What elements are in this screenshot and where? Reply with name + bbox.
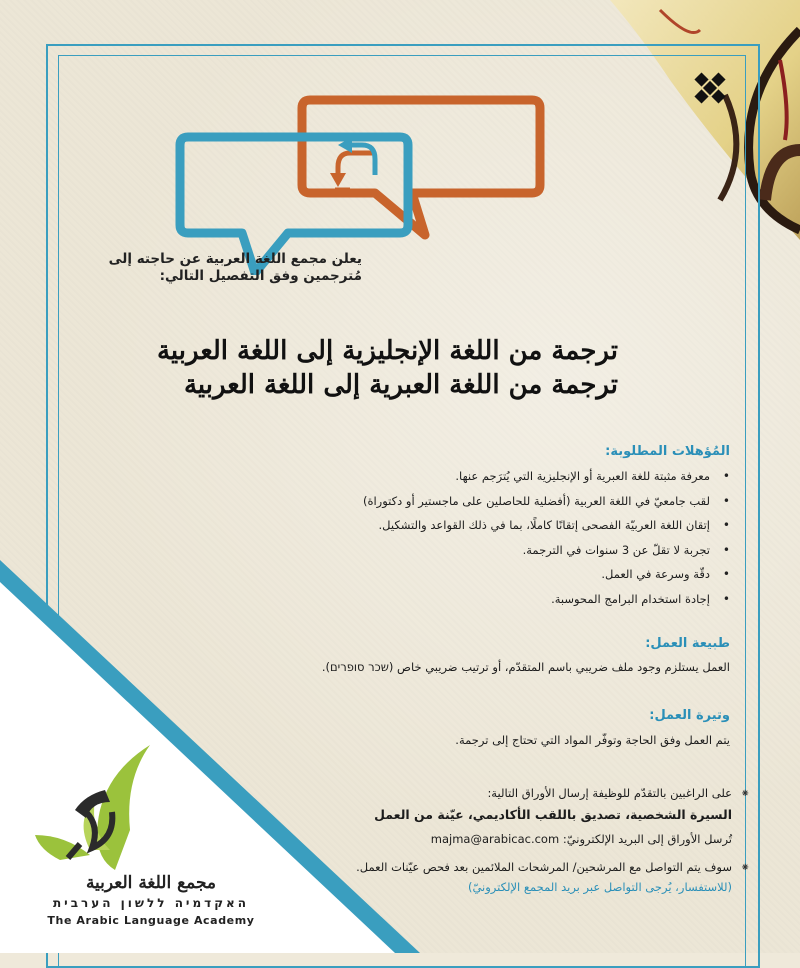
bullet-icon: • (722, 591, 730, 606)
announcement (62, 251, 362, 285)
bullet-icon: • (722, 518, 730, 532)
logo-arabic-name: مجمع اللغة العربية (85, 873, 217, 893)
qualification-text: إجادة استخدام البرامج المحوسبة. (551, 591, 710, 606)
logo-hebrew-name: האקדמיה ללשון הערבית (52, 896, 250, 910)
bullet-icon: • (722, 567, 730, 581)
academy-logo (20, 740, 270, 940)
list-item (210, 515, 730, 540)
headline (118, 334, 618, 402)
qualifications-title: المُؤهلات المطلوبة: (605, 444, 730, 459)
apply-intro: على الراغبين بالتقدّم للوظيفة إرسال الأوراق التالية: (487, 786, 732, 800)
bullet-icon: • (722, 493, 730, 508)
qualification-text: معرفة مثبتة للغة العبرية أو الإنجليزية التي يُترَجم عنها. (455, 469, 710, 483)
bullet-icon: • (722, 469, 730, 483)
announcement-line-2: مُترجمين وفق التفصيل التالي: (159, 268, 362, 284)
qualification-text: دقّة وسرعة في العمل. (601, 567, 710, 581)
speech-bubbles-icon (170, 95, 550, 275)
list-item (210, 491, 730, 516)
required-documents: السيرة الشخصية، تصديق باللقب الأكاديمي، عيّنة من العمل (374, 807, 732, 822)
asterisk-icon: ⁕ (740, 860, 750, 874)
bullet-icon: • (722, 542, 730, 557)
headline-line-2: ترجمة من اللغة العبرية إلى اللغة العربية (183, 370, 618, 400)
announcement-line-1: يعلن مجمع اللغة العربية عن حاجته إلى (108, 251, 362, 267)
qualification-text: لقب جامعيّ في اللغة العربية (أفضلية للحاصلين على ماجستير أو دكتوراة) (362, 493, 710, 508)
email-line: تُرسل الأوراق إلى البريد الإلكترونيّ: majma@arabicac.com (430, 832, 732, 846)
logo-english-name: The Arabic Language Academy (47, 914, 255, 927)
work-pace-title: وتيرة العمل: (649, 708, 730, 723)
work-pace-text: يتم العمل وفق الحاجة وتوفّر المواد التي تحتاج إلى ترجمة. (455, 733, 730, 747)
inquiry-note: (للاستفسار، يُرجى التواصل عبر بريد المجمع الإلكترونيّ) (467, 880, 732, 894)
list-item (210, 466, 730, 491)
asterisk-icon: ⁕ (740, 786, 750, 800)
work-nature-text: العمل يستلزم وجود ملف ضريبي باسم المتقدّم، أو ترتيب ضريبي خاص (שכר סופרים). (321, 660, 730, 674)
work-nature-title: طبيعة العمل: (645, 636, 730, 651)
headline-line-1: ترجمة من اللغة الإنجليزية إلى اللغة العربية (156, 336, 618, 366)
qualification-text: تجربة لا تقلّ عن 3 سنوات في الترجمة. (522, 542, 710, 557)
contact-note: سوف يتم التواصل مع المرشحين/ المرشحات الملائمين بعد فحص عيّنات العمل. (356, 860, 732, 874)
qualification-text: إتقان اللغة العربيّة الفصحى إتقانًا كاملًا، بما في ذلك القواعد والتشكيل. (378, 518, 710, 532)
